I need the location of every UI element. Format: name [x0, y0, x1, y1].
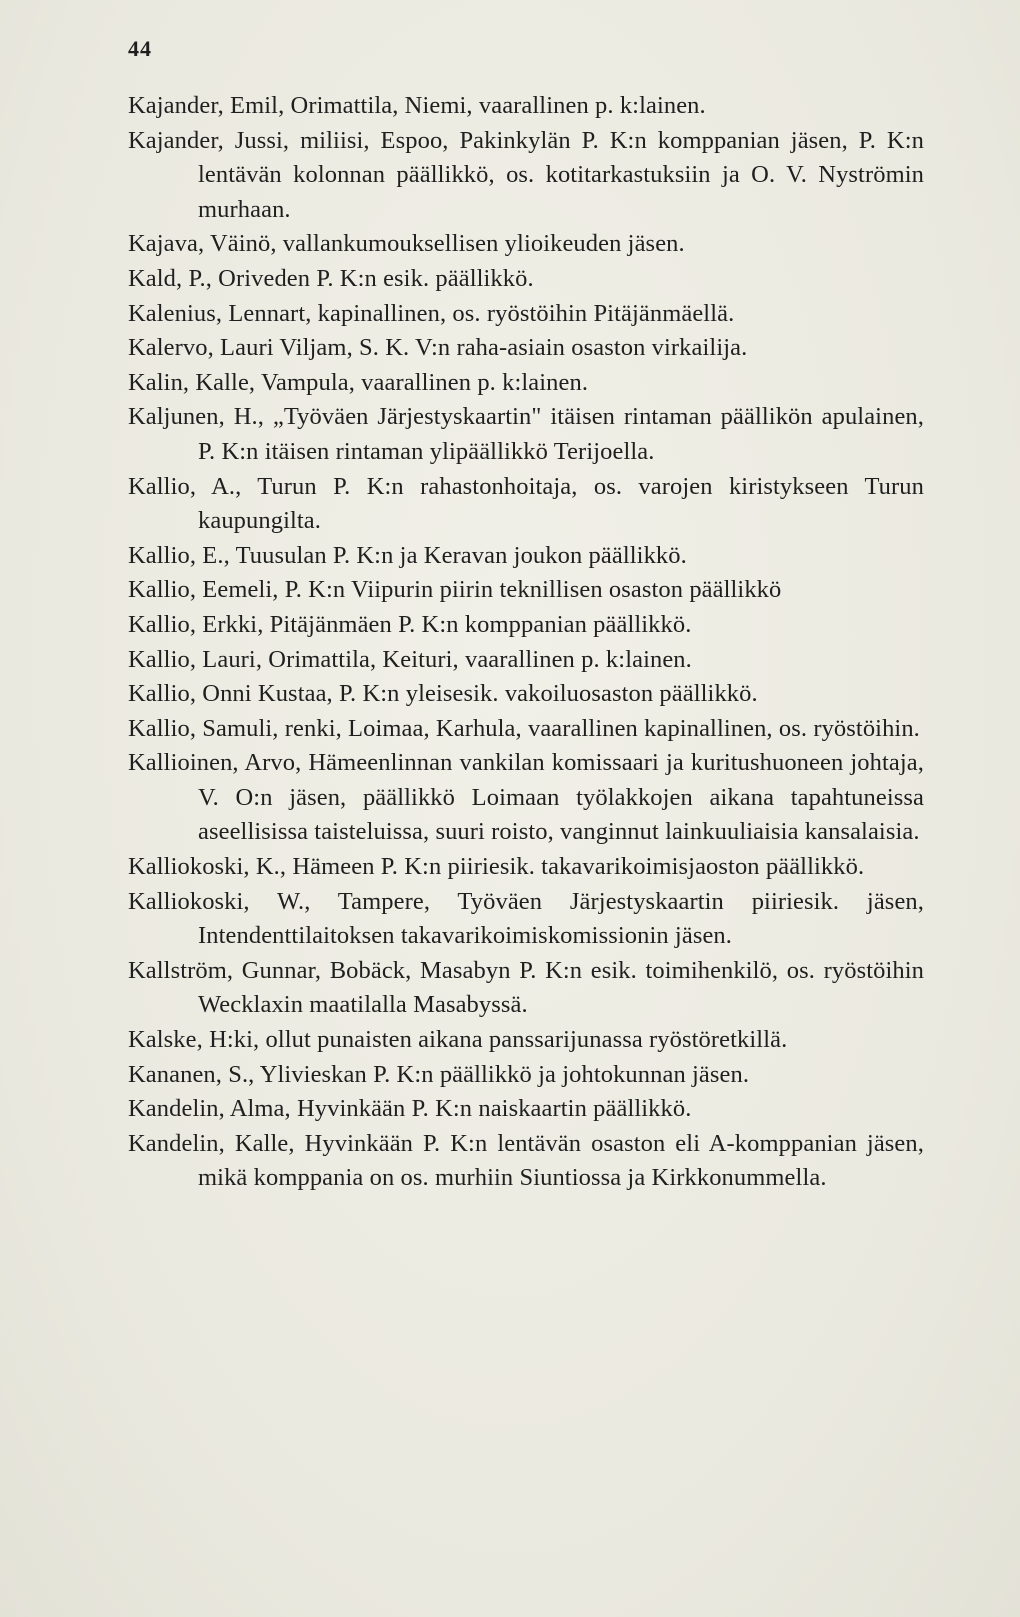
list-item: Kajander, Jussi, miliisi, Espoo, Pakinkylän P. K:n komppanian jäsen, P. K:n lentävän kolonnan päällikkö, os. kotitarkastuksiin ja O. V. Nyströmin murhaan. — [128, 126, 924, 223]
list-item: Kallio, Samuli, renki, Loimaa, Karhula, vaarallinen kapinallinen, os. ryöstöihin. — [128, 714, 920, 742]
list-item: Kalliokoski, K., Hämeen P. K:n piiriesik. takavarikoimisjaoston päällikkö. — [128, 853, 865, 881]
list-item: Kalenius, Lennart, kapinallinen, os. ryöstöihin Pitäjänmäellä. — [128, 299, 735, 327]
list-item: Kalin, Kalle, Vampula, vaarallinen p. k:lainen. — [128, 368, 589, 396]
list-item: Kallio, Onni Kustaa, P. K:n yleisesik. vakoiluosaston päällikkö. — [128, 680, 758, 708]
page-number: 44 — [128, 36, 152, 61]
list-item: Kallio, Erkki, Pitäjänmäen P. K:n komppanian päällikkö. — [128, 610, 692, 638]
list-item: Kajava, Väinö, vallankumouksellisen ylioikeuden jäsen. — [128, 230, 685, 258]
list-item: Kandelin, Kalle, Hyvinkään P. K:n lentävän osaston eli A-komppanian jäsen, mikä komppania on os. murhiin Siuntiossa ja Kirkkonummella. — [128, 1129, 924, 1192]
list-item: Kaljunen, H., „Työväen Järjestyskaartin" itäisen rintaman päällikön apulainen, P. K:n itäisen rintaman ylipäällikkö Terijoella. — [128, 403, 924, 465]
list-item: Kald, P., Oriveden P. K:n esik. päällikkö. — [128, 264, 534, 292]
list-item: Kallio, Eemeli, P. K:n Viipurin piirin teknillisen osaston päällikkö — [128, 576, 782, 604]
entry-list — [128, 89, 924, 1196]
list-item: Kalliokoski, W., Tampere, Työväen Järjestyskaartin piiriesik. jäsen, Intendenttilaitoksen takavarikoimiskomissionin jäsen. — [128, 887, 924, 950]
list-item: Kallio, Lauri, Orimattila, Keituri, vaarallinen p. k:lainen. — [128, 645, 692, 673]
list-item: Kallioinen, Arvo, Hämeenlinnan vankilan komissaari ja kuritushuoneen johtaja, V. O:n jäsen, päällikkö Loimaan työlakkojen aikana tapahtuneissa aseellisissa taisteluissa, suuri roisto, vanginnut lainkuuliaisia kansalaisia. — [128, 749, 924, 846]
list-item: Kalervo, Lauri Viljam, S. K. V:n raha-asiain osaston virkailija. — [128, 334, 748, 362]
list-item: Kandelin, Alma, Hyvinkään P. K:n naiskaartin päällikkö. — [128, 1095, 692, 1123]
list-item: Kallio, E., Tuusulan P. K:n ja Keravan joukon päällikkö. — [128, 541, 687, 569]
list-item: Kallio, A., Turun P. K:n rahastonhoitaja, os. varojen kiristykseen Turun kaupungilta. — [128, 472, 924, 535]
list-item: Kajander, Emil, Orimattila, Niemi, vaarallinen p. k:lainen. — [128, 92, 706, 119]
list-item: Kananen, S., Ylivieskan P. K:n päällikkö ja johtokunnan jäsen. — [128, 1060, 750, 1088]
list-item: Kallström, Gunnar, Bobäck, Masabyn P. K:n esik. toimihenkilö, os. ryöstöihin Wecklaxin maatilalla Masabyssä. — [128, 956, 924, 1019]
list-item: Kalske, H:ki, ollut punaisten aikana panssarijunassa ryöstöretkillä. — [128, 1026, 788, 1054]
